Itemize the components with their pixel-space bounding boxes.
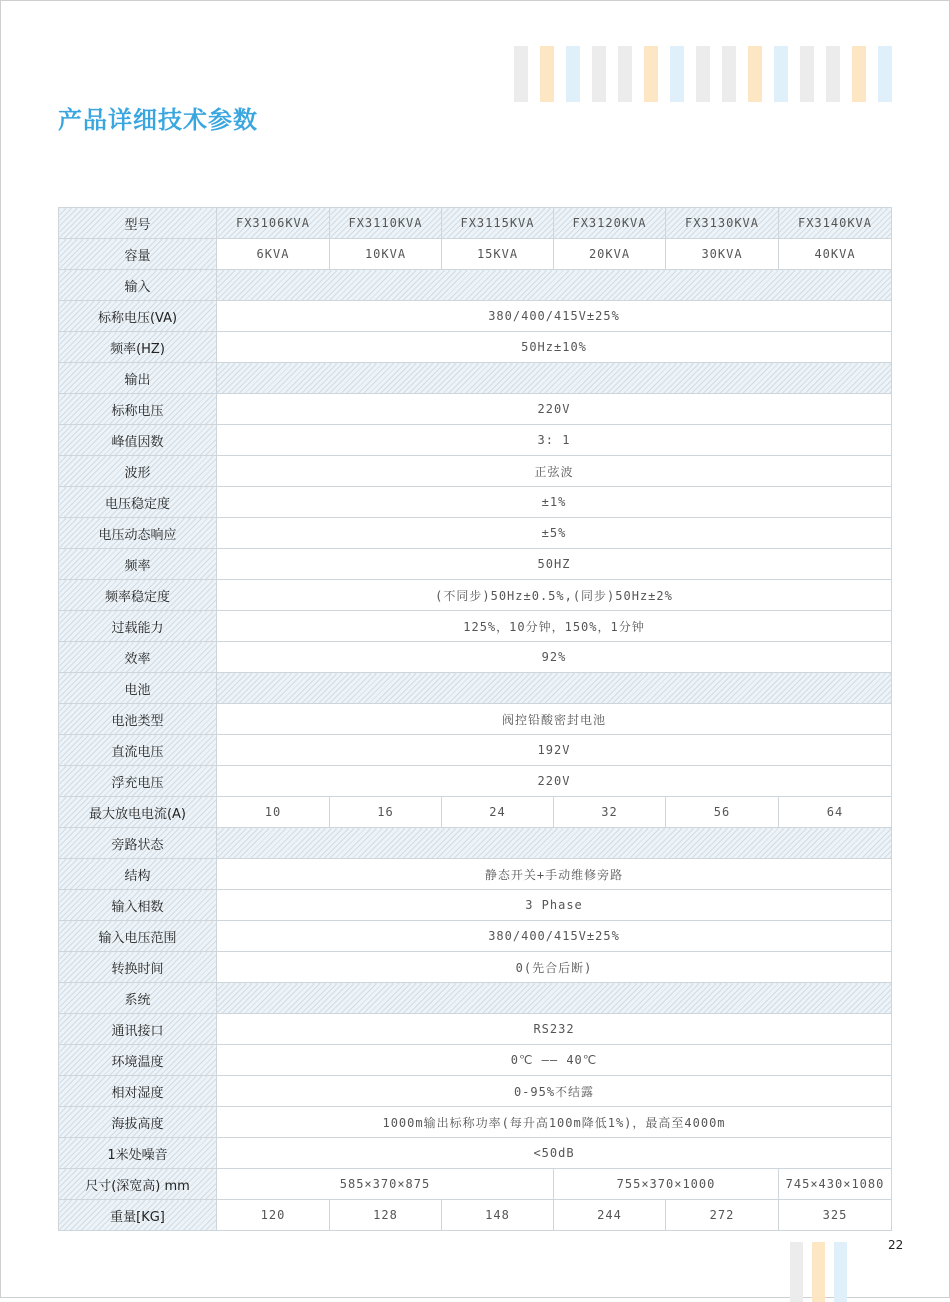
section-battery	[59, 673, 892, 704]
row-value: 3 Phase	[217, 890, 892, 921]
section-heading: 输出	[59, 363, 217, 394]
model-cell: FX3115KVA	[442, 208, 554, 239]
spec-row	[59, 456, 892, 487]
decorative-stripe	[852, 46, 866, 102]
row-value: 380/400/415V±25%	[217, 921, 892, 952]
section-heading: 系统	[59, 983, 217, 1014]
spec-row	[59, 580, 892, 611]
row-label: 频率(HZ)	[59, 332, 217, 363]
row-label: 频率稳定度	[59, 580, 217, 611]
row-label: 通讯接口	[59, 1014, 217, 1045]
row-label: 结构	[59, 859, 217, 890]
spec-row	[59, 1107, 892, 1138]
spec-row	[59, 425, 892, 456]
row-value: 220V	[217, 766, 892, 797]
row-label: 电池类型	[59, 704, 217, 735]
capacity-cell: 6KVA	[217, 239, 330, 270]
row-label: 环境温度	[59, 1045, 217, 1076]
section-system	[59, 983, 892, 1014]
row-value: 阀控铅酸密封电池	[217, 704, 892, 735]
decorative-stripe	[592, 46, 606, 102]
row-value: 192V	[217, 735, 892, 766]
decorative-stripe	[812, 1242, 825, 1302]
section-input	[59, 270, 892, 301]
row-label: 效率	[59, 642, 217, 673]
model-cell: FX3130KVA	[666, 208, 779, 239]
row-value: ±5%	[217, 518, 892, 549]
decorative-stripe	[514, 46, 528, 102]
decorative-stripe	[748, 46, 762, 102]
section-output	[59, 363, 892, 394]
row-label: 电压稳定度	[59, 487, 217, 518]
weight-cell: 244	[554, 1200, 666, 1231]
row-value: 静态开关+手动维修旁路	[217, 859, 892, 890]
size-cell: 585×370×875	[217, 1169, 554, 1200]
max-current-cell: 10	[217, 797, 330, 828]
row-label: 相对湿度	[59, 1076, 217, 1107]
decorative-stripe	[878, 46, 892, 102]
max-current-cell: 16	[330, 797, 442, 828]
section-heading: 电池	[59, 673, 217, 704]
capacity-cell: 40KVA	[779, 239, 892, 270]
row-value: 0℃ —— 40℃	[217, 1045, 892, 1076]
decorative-stripe	[800, 46, 814, 102]
weight-row	[59, 1200, 892, 1231]
row-label: 标称电压(VA)	[59, 301, 217, 332]
row-label: 频率	[59, 549, 217, 580]
row-value: 50Hz±10%	[217, 332, 892, 363]
row-value: 0(先合后断)	[217, 952, 892, 983]
decorative-stripe	[566, 46, 580, 102]
row-label: 尺寸(深宽高) mm	[59, 1169, 217, 1200]
row-label: 标称电压	[59, 394, 217, 425]
row-label: 波形	[59, 456, 217, 487]
max-current-cell: 32	[554, 797, 666, 828]
capacity-cell: 10KVA	[330, 239, 442, 270]
row-value: RS232	[217, 1014, 892, 1045]
page-number: 22	[888, 1238, 904, 1252]
weight-cell: 120	[217, 1200, 330, 1231]
decorative-stripe	[540, 46, 554, 102]
max-current-cell: 24	[442, 797, 554, 828]
spec-row	[59, 518, 892, 549]
row-value: <50dB	[217, 1138, 892, 1169]
max-current-cell: 64	[779, 797, 892, 828]
capacity-label: 容量	[59, 239, 217, 270]
row-label: 海拔高度	[59, 1107, 217, 1138]
spec-row	[59, 487, 892, 518]
model-row	[59, 208, 892, 239]
capacity-cell: 15KVA	[442, 239, 554, 270]
row-value: 220V	[217, 394, 892, 425]
row-label: 直流电压	[59, 735, 217, 766]
decorative-stripe	[670, 46, 684, 102]
decorative-stripe	[774, 46, 788, 102]
row-label: 输入相数	[59, 890, 217, 921]
capacity-cell: 30KVA	[666, 239, 779, 270]
size-cell: 755×370×1000	[554, 1169, 779, 1200]
row-value: 92%	[217, 642, 892, 673]
row-value: 380/400/415V±25%	[217, 301, 892, 332]
capacity-cell: 20KVA	[554, 239, 666, 270]
spec-row	[59, 1045, 892, 1076]
spec-row	[59, 1138, 892, 1169]
spec-row	[59, 1076, 892, 1107]
decorative-stripe	[790, 1242, 803, 1302]
decorative-stripe	[618, 46, 632, 102]
row-label: 重量[KG]	[59, 1200, 217, 1231]
model-cell: FX3106KVA	[217, 208, 330, 239]
row-label: 过载能力	[59, 611, 217, 642]
spec-row	[59, 611, 892, 642]
max-current-row	[59, 797, 892, 828]
page-title: 产品详细技术参数	[58, 106, 258, 134]
weight-cell: 325	[779, 1200, 892, 1231]
row-value: 50HZ	[217, 549, 892, 580]
row-label: 输入电压范围	[59, 921, 217, 952]
row-value: (不同步)50Hz±0.5%,(同步)50Hz±2%	[217, 580, 892, 611]
spec-row	[59, 952, 892, 983]
decorative-stripes-bottom	[790, 1242, 847, 1302]
row-label: 1米处噪音	[59, 1138, 217, 1169]
decorative-stripe	[722, 46, 736, 102]
spec-table	[58, 207, 892, 1231]
model-cell: FX3120KVA	[554, 208, 666, 239]
row-value: 1000m输出标称功率(每升高100m降低1%)，最高至4000m	[217, 1107, 892, 1138]
spec-row	[59, 735, 892, 766]
row-label: 转换时间	[59, 952, 217, 983]
row-label: 峰值因数	[59, 425, 217, 456]
decorative-stripes-top	[514, 46, 892, 102]
row-value: 0-95%不结露	[217, 1076, 892, 1107]
section-bypass	[59, 828, 892, 859]
row-label: 浮充电压	[59, 766, 217, 797]
spec-row	[59, 921, 892, 952]
row-value: 125%，10分钟，150%，1分钟	[217, 611, 892, 642]
size-cell: 745×430×1080	[779, 1169, 892, 1200]
row-label: 最大放电电流(A)	[59, 797, 217, 828]
size-row	[59, 1169, 892, 1200]
spec-row	[59, 394, 892, 425]
spec-row	[59, 1014, 892, 1045]
decorative-stripe	[696, 46, 710, 102]
row-value: ±1%	[217, 487, 892, 518]
row-value: 正弦波	[217, 456, 892, 487]
weight-cell: 128	[330, 1200, 442, 1231]
row-label: 电压动态响应	[59, 518, 217, 549]
spec-row	[59, 766, 892, 797]
max-current-cell: 56	[666, 797, 779, 828]
spec-row	[59, 301, 892, 332]
row-value: 3: 1	[217, 425, 892, 456]
spec-row	[59, 859, 892, 890]
decorative-stripe	[834, 1242, 847, 1302]
weight-cell: 148	[442, 1200, 554, 1231]
spec-row	[59, 642, 892, 673]
weight-cell: 272	[666, 1200, 779, 1231]
spec-row	[59, 332, 892, 363]
model-cell: FX3110KVA	[330, 208, 442, 239]
model-cell: FX3140KVA	[779, 208, 892, 239]
section-heading: 旁路状态	[59, 828, 217, 859]
spec-row	[59, 704, 892, 735]
section-heading: 输入	[59, 270, 217, 301]
model-label: 型号	[59, 208, 217, 239]
spec-row	[59, 549, 892, 580]
decorative-stripe	[644, 46, 658, 102]
spec-row	[59, 890, 892, 921]
decorative-stripe	[826, 46, 840, 102]
capacity-row	[59, 239, 892, 270]
